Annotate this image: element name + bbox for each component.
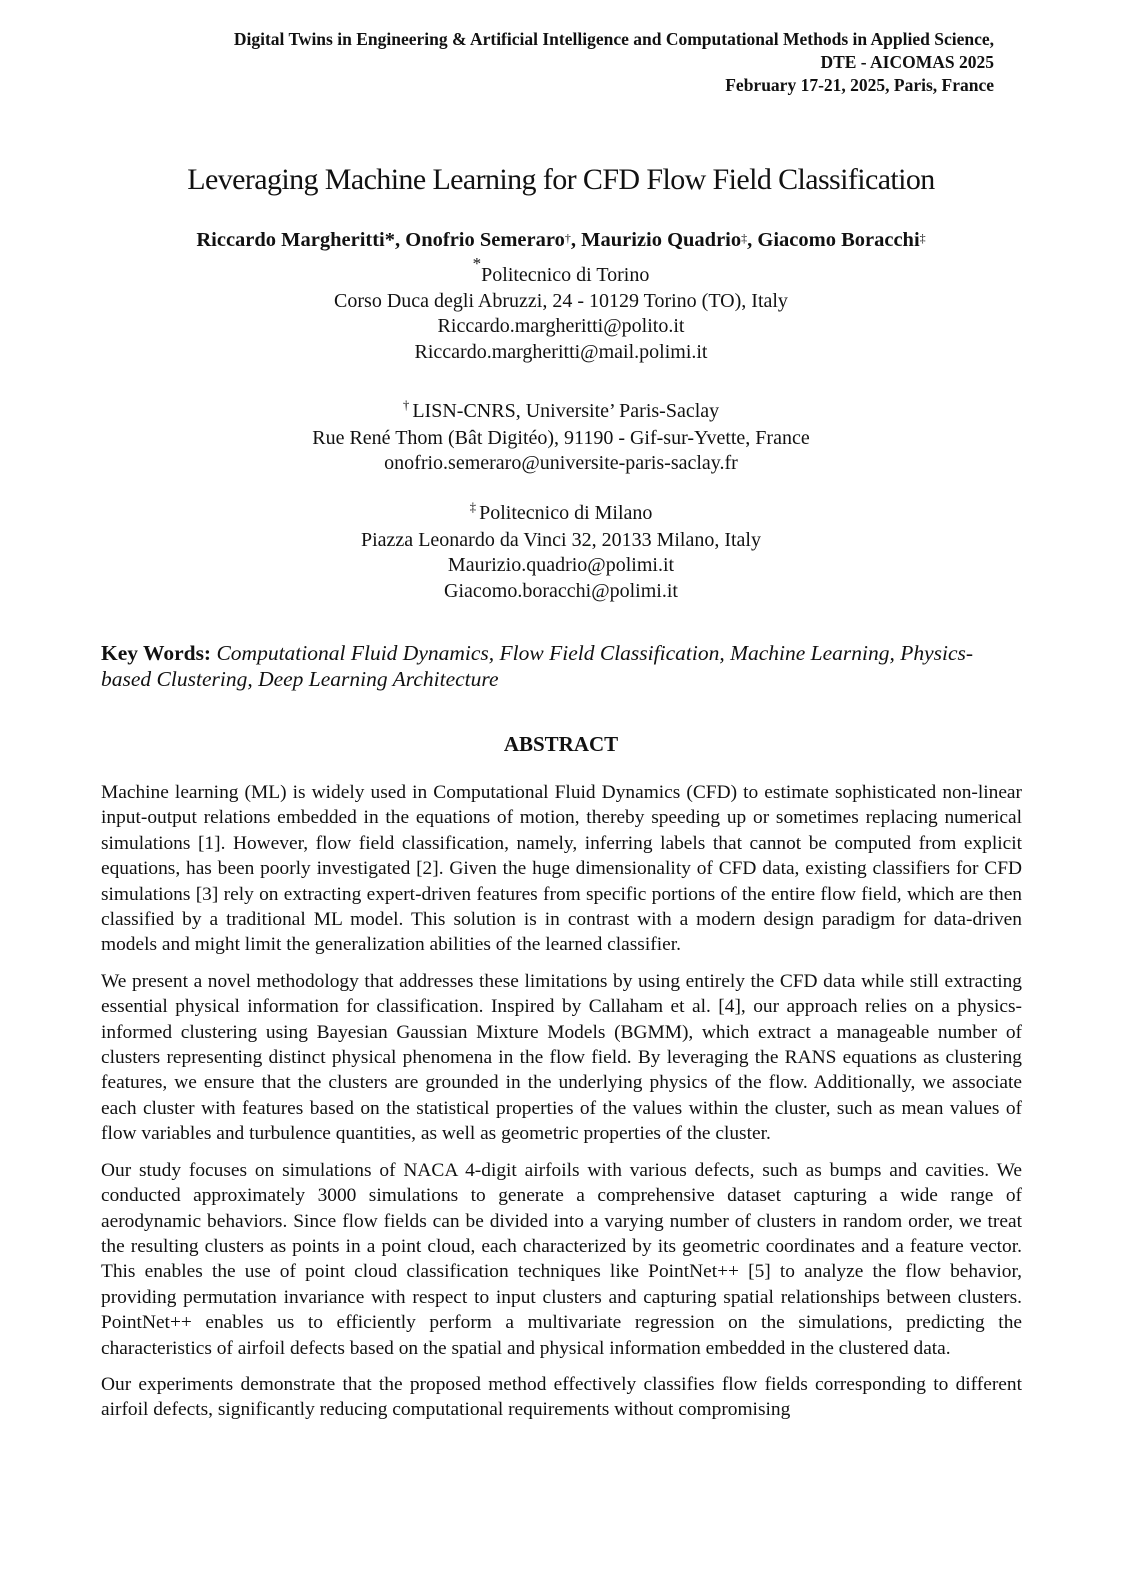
affiliation-address: Corso Duca degli Abruzzi, 24 - 10129 Torino (TO), Italy bbox=[334, 289, 788, 312]
conference-header bbox=[234, 28, 994, 97]
affiliation-institution: LISN-CNRS, Universite’ Paris-Saclay bbox=[412, 400, 720, 422]
abstract-paragraph: We present a novel methodology that addresses these limitations by using entirely the CFD data while still extracting essential physical information for classification. Inspired by Callaham et al. [4], our approach relies on a physics-informed clustering using Bayesian Gaussian Mixture Models (BGMM), which extract a manageable number of clusters representing distinct physical phenomena in the flow field. By leveraging the RANS equations as clustering features, we ensure that the clusters are grounded in the underlying physics of the flow. Additionally, we associate each cluster with features based on the statistical properties of the values within the cluster, such as mean values of flow variables and turbulence quantities, as well as geometric properties of the cluster. bbox=[101, 970, 1022, 1145]
affiliation-paris-saclay bbox=[0, 399, 1122, 477]
affiliation-email: Riccardo.margheritti@polito.it bbox=[437, 315, 685, 337]
affiliation-symbol: † bbox=[402, 397, 410, 412]
author-mark: ‡ bbox=[919, 231, 926, 245]
affiliation-institution: Politecnico di Torino bbox=[481, 264, 650, 286]
keywords-text: Computational Fluid Dynamics, Flow Field Classification, Machine Learning, Physics-based Clustering, Deep Learning Architecture bbox=[101, 641, 974, 691]
affiliation-symbol: ‡ bbox=[469, 499, 477, 514]
abstract-paragraph: Our experiments demonstrate that the proposed method effectively classifies flow fields corresponding to different airfoil defects, significantly reducing computational requirements without compromising bbox=[101, 1373, 1022, 1421]
abstract-paragraph: Machine learning (ML) is widely used in Computational Fluid Dynamics (CFD) to estimate sophisticated non-linear input-output relations embedded in the equations of motion, thereby speeding up or sometimes replacing numerical simulations [1]. However, flow field classification, namely, inferring labels that cannot be computed from explicit equations, has been poorly investigated [2]. Given the huge dimensionality of CFD data, existing classifiers for CFD simulations [3] rely on extracting expert-driven features from specific portions of the entire flow field, which are then classified by a traditional ML model. This solution is in contrast with a modern design paradigm for data-driven models and might limit the generalization abilities of the learned classifier. bbox=[101, 782, 1022, 956]
abstract-heading: ABSTRACT bbox=[503, 732, 619, 756]
author-mark: ‡ bbox=[741, 231, 748, 245]
author: Giacomo Boracchi bbox=[757, 229, 920, 251]
abstract-paragraph: Our study focuses on simulations of NACA 4-digit airfoils with various defects, such as bumps and cavities. We conducted approximately 3000 simulations to generate a comprehensive dataset capturing a wide range of aerodynamic behaviors. Since flow fields can be divided into a varying number of clusters in random order, we treat the resulting clusters as points in a point cloud, each characterized by its geometric coordinates and a feature vector. This enables the use of point cloud classification techniques like PointNet++ [5] to analyze the flow behavior, providing permutation invariance with respect to input clusters and capturing spatial relationships between clusters. PointNet++ enables us to efficiently perform a multivariate regression on the simulations, predicting the characteristics of airfoil defects based on the spatial and physical information embedded in the clustered data. bbox=[101, 1159, 1022, 1359]
conference-acronym: DTE - AICOMAS 2025 bbox=[820, 52, 994, 72]
author: Onofrio Semeraro bbox=[405, 229, 565, 251]
author-mark: † bbox=[564, 231, 571, 245]
conference-date-location: February 17-21, 2025, Paris, France bbox=[725, 75, 994, 95]
affiliation-symbol: * bbox=[472, 254, 482, 273]
affiliation-institution: Politecnico di Milano bbox=[479, 502, 653, 524]
paper-title: Leveraging Machine Learning for CFD Flow Field Classification bbox=[187, 163, 935, 196]
author-list: Riccardo Margheritti*, Onofrio Semeraro†, Maurizio Quadrio‡, Giacomo Boracchi‡ bbox=[196, 229, 926, 251]
affiliation-torino bbox=[0, 254, 1122, 365]
author: Maurizio Quadrio bbox=[581, 229, 742, 251]
author: Riccardo Margheritti* bbox=[196, 229, 396, 251]
affiliation-email: onofrio.semeraro@universite-paris-saclay.fr bbox=[384, 452, 738, 474]
affiliation-email: Giacomo.boracchi@polimi.it bbox=[444, 579, 678, 602]
abstract-body bbox=[101, 780, 1022, 1434]
keywords bbox=[101, 640, 1022, 692]
keywords-label: Key Words: bbox=[101, 641, 212, 665]
conference-name: Digital Twins in Engineering & Artificial Intelligence and Computational Methods in Applied Science, bbox=[233, 29, 994, 49]
affiliation-address: Piazza Leonardo da Vinci 32, 20133 Milano, Italy bbox=[361, 528, 761, 551]
affiliation-email: Riccardo.margheritti@mail.polimi.it bbox=[414, 340, 708, 363]
affiliation-address: Rue René Thom (Bât Digitéo), 91190 - Gif-sur-Yvette, France bbox=[312, 426, 810, 449]
affiliation-milano bbox=[0, 501, 1122, 604]
affiliation-email: Maurizio.quadrio@polimi.it bbox=[447, 554, 675, 576]
